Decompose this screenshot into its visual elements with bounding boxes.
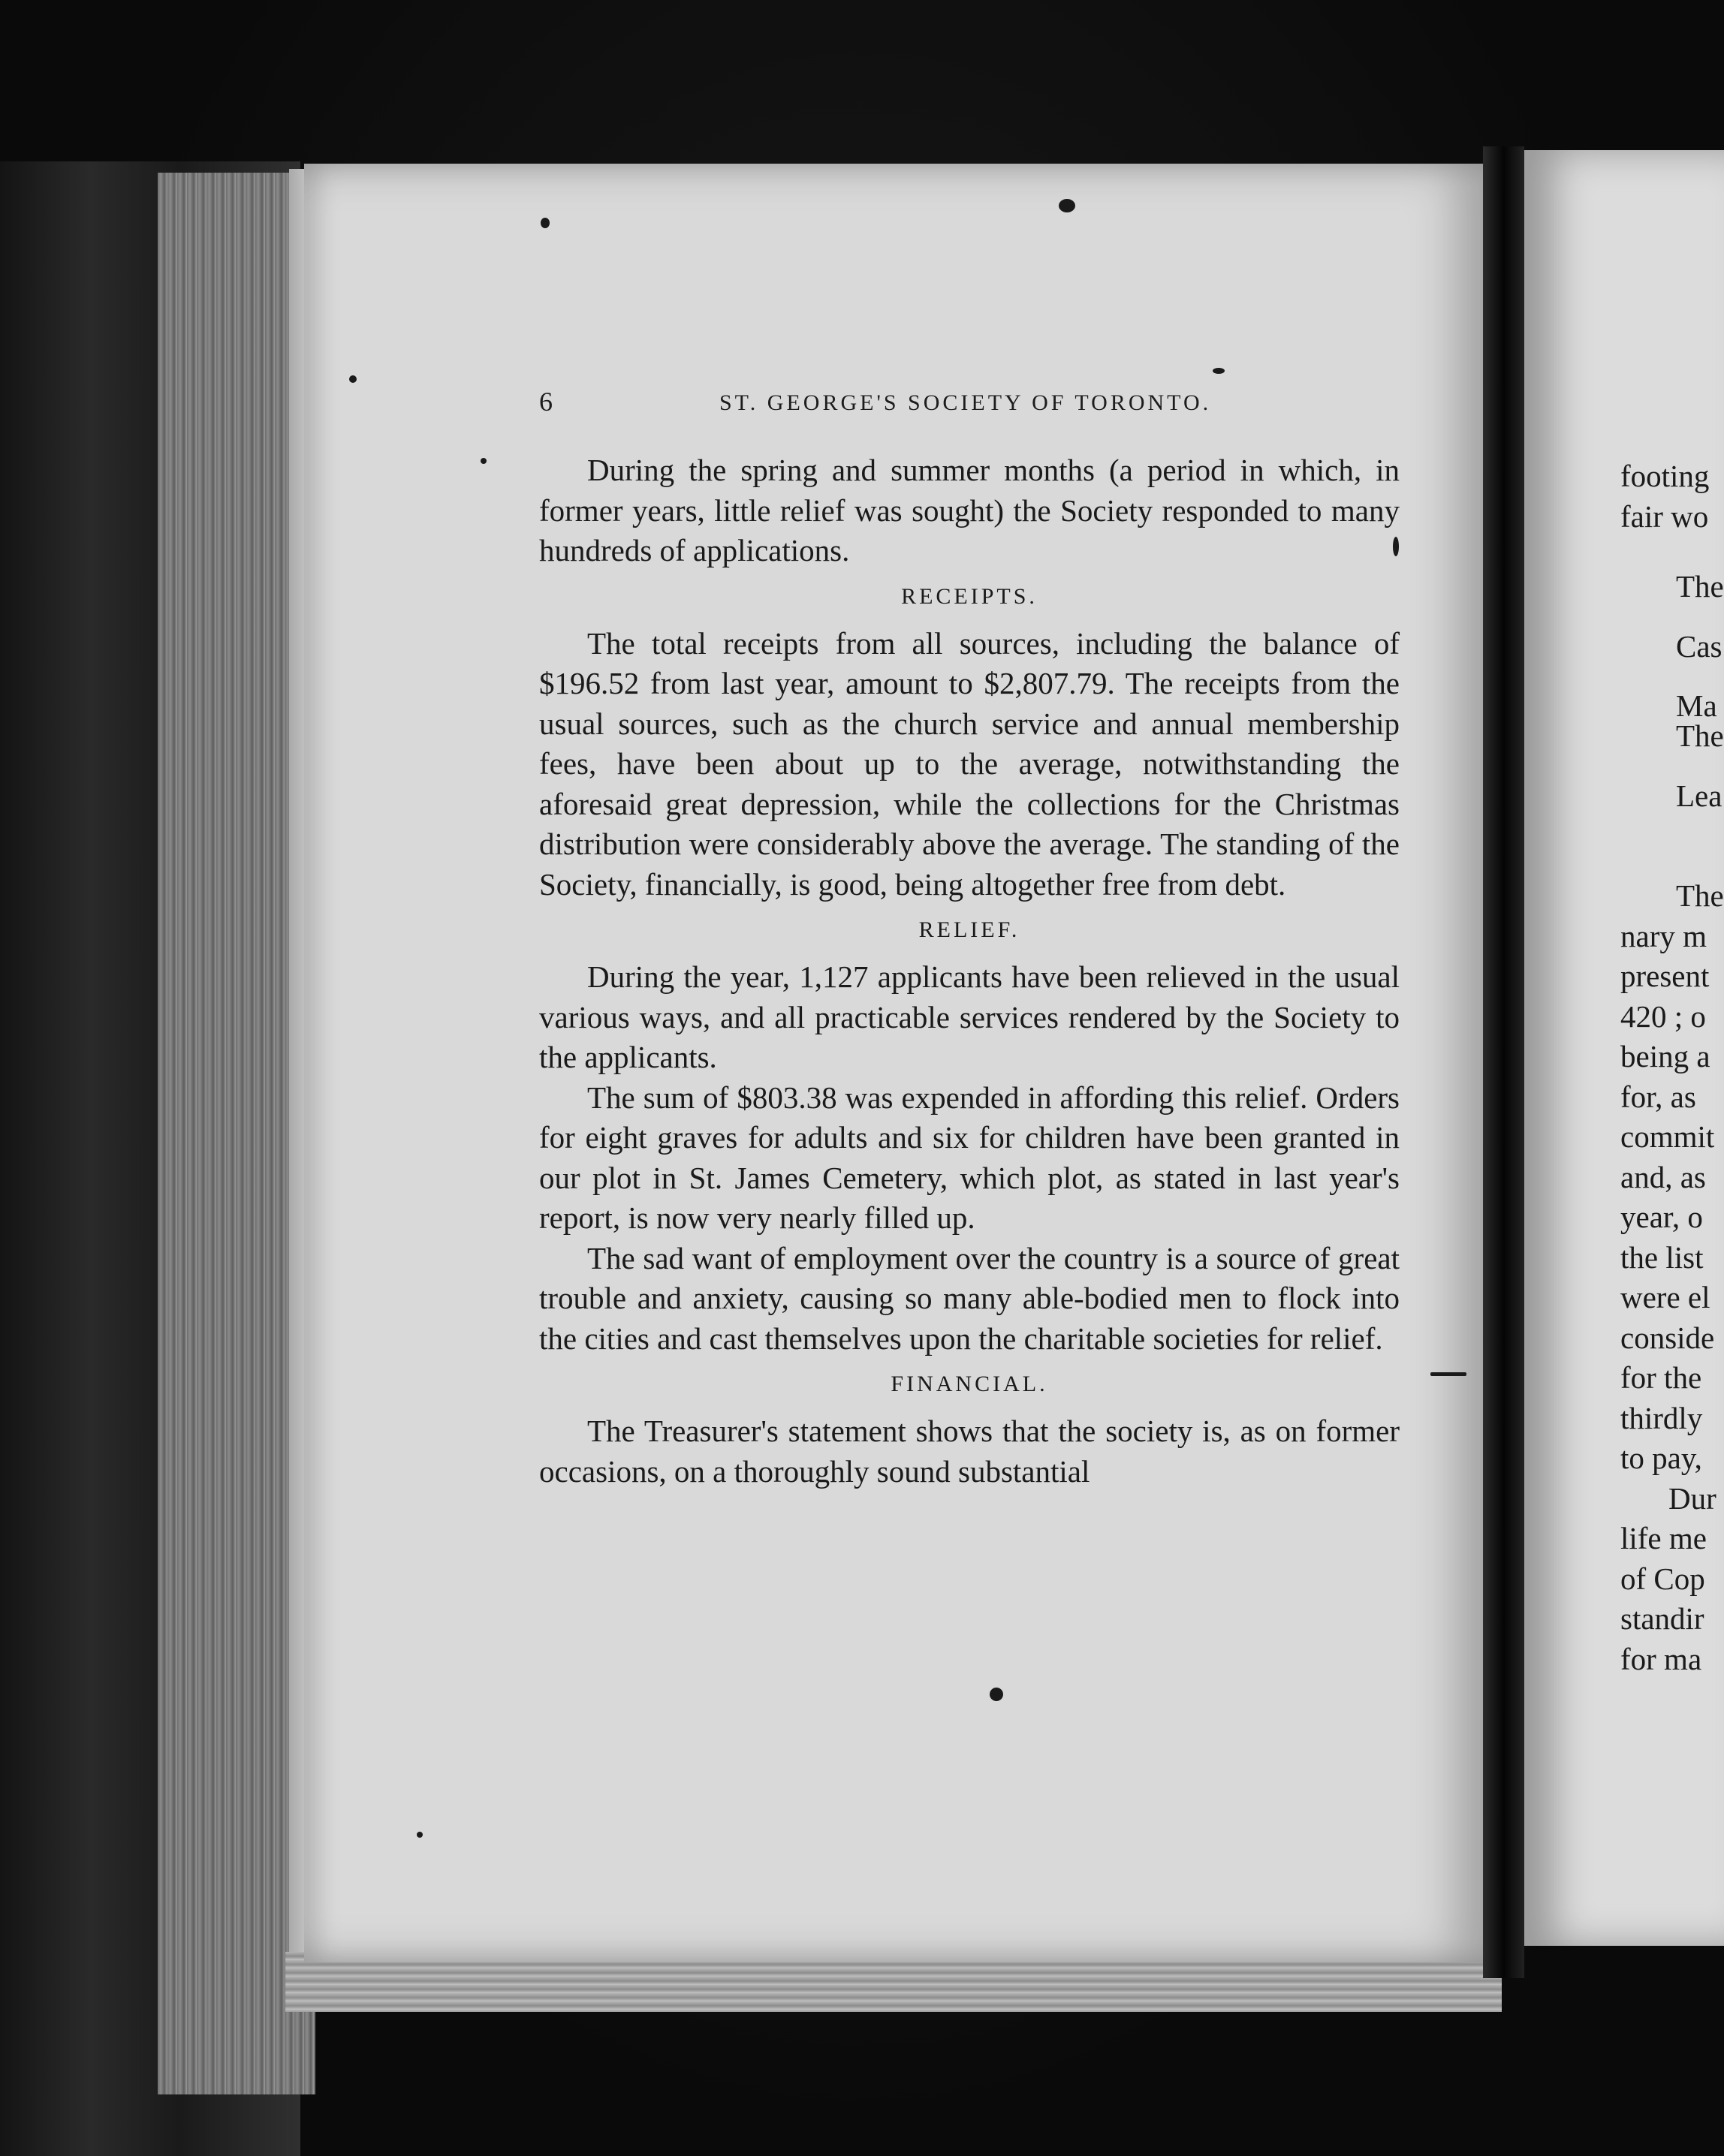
section-heading-receipts: RECEIPTS. — [901, 583, 1038, 609]
body-text — [539, 450, 1400, 1492]
fragment-line: life me — [1620, 1521, 1707, 1555]
fragment-line: and, as — [1620, 1159, 1706, 1194]
financial-paragraph: The Treasurer's statement shows that the society is, as on former occasions, on a thoroughly sound substantial — [539, 1414, 1400, 1489]
fragment-line: footing — [1620, 459, 1710, 493]
fragment-line: The — [1676, 878, 1724, 913]
ink-speck — [1059, 199, 1075, 212]
fragment-line: for, as — [1620, 1079, 1696, 1114]
fragment-line: thirdly — [1620, 1400, 1703, 1435]
fragment-line: Dur — [1668, 1480, 1716, 1516]
page-number: 6 — [539, 387, 556, 417]
fragment-line: present — [1620, 959, 1710, 993]
ink-speck — [1430, 1372, 1466, 1376]
relief-paragraph-1: During the year, 1,127 applicants have been relieved in the usual various ways, and all practicable services rendered by the Society to the applicants. — [539, 959, 1400, 1074]
fragment-line: Cas — [1676, 628, 1722, 664]
section-heading-financial: FINANCIAL. — [891, 1372, 1048, 1396]
running-head: ST. GEORGE'S SOCIETY OF TORONTO. — [719, 390, 1212, 415]
ink-speck — [541, 218, 550, 228]
fragment-line: to pay, — [1620, 1441, 1702, 1475]
fragment-line: of Cop — [1620, 1561, 1705, 1596]
book-gutter — [1483, 146, 1524, 1978]
intro-paragraph: During the spring and summer months (a period in which, in former years, little relief was sought) the Society responded to many hundreds of applications. — [539, 453, 1400, 568]
fragment-line: Ma — [1676, 688, 1717, 723]
fragment-line: nary m — [1620, 918, 1707, 953]
fragment-line: The — [1676, 718, 1724, 753]
fragment-line: were el — [1620, 1280, 1710, 1314]
relief-paragraph-2: The sum of $803.38 was expended in affording this relief. Orders for eight graves for adults and six for children have been granted in our plot in St. James Cemetery, which plot, as stated in last year's report, is now very nearly filled up. — [539, 1080, 1400, 1235]
section-heading-relief: RELIEF. — [918, 917, 1020, 942]
ink-speck — [417, 1832, 423, 1838]
fragment-line: 420 ; o — [1620, 998, 1706, 1034]
fragment-line: fair wo — [1620, 498, 1709, 534]
fragment-line: the list — [1620, 1239, 1704, 1275]
fragment-line: year, o — [1620, 1200, 1703, 1234]
receipts-paragraph: The total receipts from all sources, including the balance of $196.52 from last year, amount to $2,807.79. The receipts from the usual sources, such as the church service and annual membership fees, have been about up to the average, notwithstanding the aforesaid great depression, while the collections for the Christmas distribution were considerably above the average. The standing of the Society, financially, is good, being altogether free from debt. — [539, 625, 1400, 902]
relief-paragraph-3: The sad want of employment over the country is a source of great trouble and anxiety, causing so many able-bodied men to flock into the cities and cast themselves upon the charitable societies for relief. — [539, 1240, 1400, 1356]
fragment-line: for the — [1620, 1360, 1702, 1395]
ink-speck — [349, 375, 357, 383]
ink-speck — [1213, 368, 1225, 374]
fragment-line: The — [1676, 569, 1724, 604]
ink-speck — [990, 1688, 1003, 1701]
fragment-line: for ma — [1620, 1641, 1702, 1676]
ink-speck — [481, 458, 487, 464]
fragment-line: conside — [1620, 1320, 1715, 1355]
fragment-line: Lea — [1676, 778, 1722, 813]
fragment-line: being a — [1620, 1039, 1710, 1073]
running-header — [539, 386, 1410, 423]
fragment-line: standir — [1620, 1601, 1704, 1636]
right-page-text-fragments — [1620, 456, 1724, 1679]
fragment-line: commit — [1620, 1119, 1715, 1154]
